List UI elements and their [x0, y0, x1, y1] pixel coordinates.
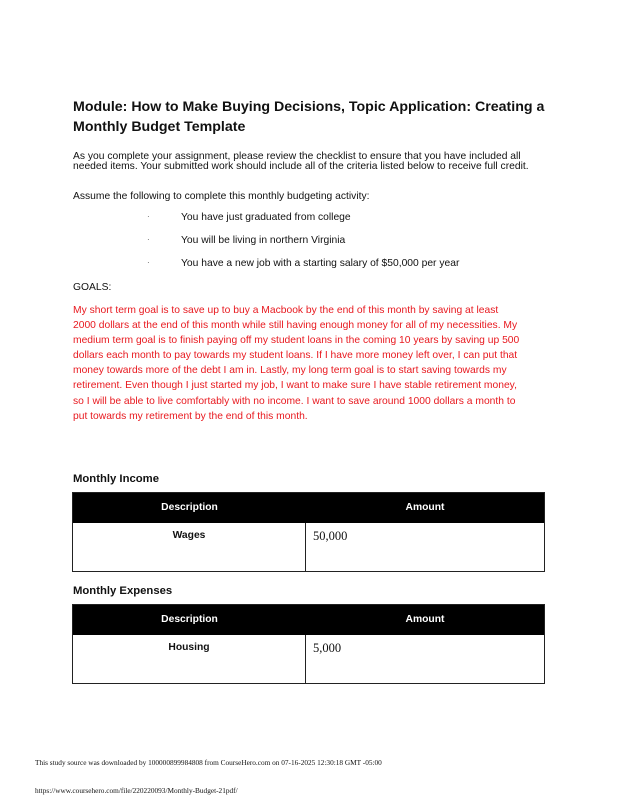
row-description: Housing [73, 635, 306, 683]
bullet-marker: · [147, 235, 150, 244]
column-header-amount: Amount [405, 502, 445, 513]
bullet-marker: · [147, 212, 150, 221]
expenses-table [72, 604, 545, 684]
table-row [73, 523, 544, 571]
intro-paragraph: As you complete your assignment, please review the checklist to ensure that you have included all needed items. Your submitted work should include all of the criteria listed below to receive full credit. [73, 151, 529, 172]
row-amount: 50,000 [313, 529, 348, 543]
list-item-text: You have a new job with a starting salary of $50,000 per year [181, 258, 460, 269]
expenses-heading: Monthly Expenses [73, 585, 173, 597]
income-table [72, 492, 545, 572]
goals-label: GOALS: [73, 282, 112, 293]
column-header-description: Description [161, 614, 218, 625]
assume-paragraph: Assume the following to complete this monthly budgeting activity: [73, 191, 370, 202]
column-header-amount: Amount [405, 614, 445, 625]
income-table-header [73, 493, 544, 523]
download-note: This study source was downloaded by 100000899984808 from CourseHero.com on 07-16-2025 12:30:18 GMT -05:00 [35, 758, 382, 767]
row-description: Wages [73, 523, 306, 571]
list-item-text: You have just graduated from college [181, 212, 351, 223]
row-amount: 5,000 [313, 641, 342, 655]
list-item-text: You will be living in northern Virginia [181, 235, 346, 246]
table-row [73, 635, 544, 683]
goals-text: My short term goal is to save up to buy a Macbook by the end of this month by saving at least 2000 dollars at the end of this month while still having enough money for all of my necessities. My medium term goal is to finish paying off my student loans in the coming 10 years by saving up 500 dollars each month to pay towards my student loans. If I have more money left over, I can put that money towards more of the debt I am in. Lastly, my long term goal is to start saving towards my retirement. Even though I just started my job, I want to make sure I have stable retirement money, so I will be able to live comfortably with no income. I want to save around 1000 dollars a month to put towards my retirement by the end of this month. [73, 305, 520, 422]
income-heading: Monthly Income [73, 473, 159, 485]
bullet-marker: · [147, 258, 150, 267]
expenses-table-header [73, 605, 544, 635]
page-title: Module: How to Make Buying Decisions, Topic Application: Creating a Monthly Budget Template [73, 99, 545, 135]
column-header-description: Description [161, 502, 218, 513]
source-url[interactable]: https://www.coursehero.com/file/220220093/Monthly-Budget-21pdf/ [35, 786, 238, 795]
